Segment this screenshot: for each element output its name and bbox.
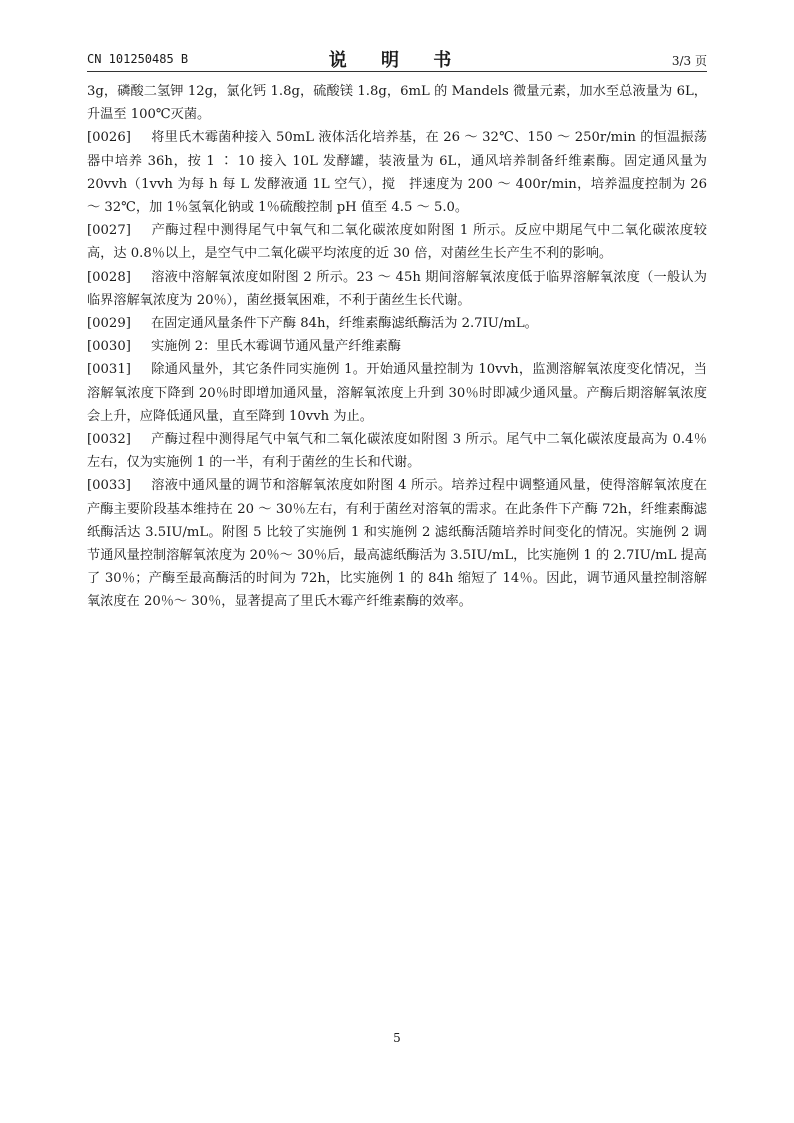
paragraph-text: 除通风量外，其它条件同实施例 1。开始通风量控制为 10vvh，监测溶解氧浓度变化情况，当溶解氧浓度下降到 20％时即增加通风量，溶解氧浓度上升到 30％时即减少通风量。产酶后期溶解氧浓度会上升，应降低通风量，直至降到 10vvh 为止。 <box>87 362 707 424</box>
paragraph-tag: [0033] <box>87 478 131 494</box>
page-header <box>87 44 707 70</box>
paragraph-tag: [0030] <box>87 339 131 355</box>
paragraph-0030 <box>87 335 707 358</box>
paragraph-continuation <box>87 80 707 126</box>
paragraph-tag: [0028] <box>87 269 131 285</box>
paragraph-0029 <box>87 312 707 335</box>
paragraph-0026 <box>87 126 707 219</box>
paragraph-text: 在固定通风量条件下产酶 84h，纤维素酶滤纸酶活为 2.7IU/mL。 <box>151 316 538 332</box>
paragraph-0031 <box>87 358 707 428</box>
header-rule <box>87 71 707 72</box>
paragraph-tag: [0032] <box>87 432 131 448</box>
paragraph-tag: [0029] <box>87 316 131 332</box>
patent-number: CN 101250485 B <box>87 52 189 66</box>
paragraph-tag: [0031] <box>87 362 131 378</box>
document-title: 说 明 书 <box>328 50 466 71</box>
paragraph-text: 产酶过程中测得尾气中氧气和二氧化碳浓度如附图 1 所示。反应中期尾气中二氧化碳浓度较高，达 0.8％以上，是空气中二氧化碳平均浓度的近 30 倍，对菌丝生长产生不利的影响。 <box>87 223 707 262</box>
page-count: 3/3 页 <box>671 54 707 68</box>
description-body <box>87 80 707 614</box>
paragraph-text: 3g，磷酸二氢钾 12g，氯化钙 1.8g，硫酸镁 1.8g，6mL 的 Mandels 微量元素，加水至总液量为 6L，升温至 100℃灭菌。 <box>87 84 707 123</box>
paragraph-0028 <box>87 266 707 312</box>
paragraph-0032 <box>87 428 707 474</box>
paragraph-0033 <box>87 474 707 613</box>
paragraph-text: 溶液中溶解氧浓度如附图 2 所示。23 ～ 45h 期间溶解氧浓度低于临界溶解氧浓度（一般认为临界溶解氧浓度为 20％），菌丝摄氧困难，不利于菌丝生长代谢。 <box>87 269 707 308</box>
page-number: 5 <box>393 1031 401 1045</box>
paragraph-text: 产酶过程中测得尾气中氧气和二氧化碳浓度如附图 3 所示。尾气中二氧化碳浓度最高为 0.4％左右，仅为实施例 1 的一半，有利于菌丝的生长和代谢。 <box>87 432 707 471</box>
paragraph-tag: [0026] <box>87 130 131 146</box>
paragraph-text: 实施例 2：里氏木霉调节通风量产纤维素酶 <box>151 339 401 355</box>
paragraph-text: 将里氏木霉菌种接入 50mL 液体活化培养基，在 26 ～ 32℃、150 ～ 250r/min 的恒温振荡器中培养 36h，按 1 ∶ 10 接入 10L 发酵罐，装液量为 6L，通风培养制备纤维素酶。固定通风量为 20vvh（1vvh 为每 h 每 L 发酵液通 1L 空气），搅 拌速度为 200 ～ 400r/min，培养温度控制为 26 ～ 32℃，加 1％氢氧化钠或 1％硫酸控制 pH 值至 4.5 ～ 5.0。 <box>87 130 707 216</box>
paragraph-0027 <box>87 219 707 265</box>
paragraph-tag: [0027] <box>87 223 131 239</box>
paragraph-text: 溶液中通风量的调节和溶解氧浓度如附图 4 所示。培养过程中调整通风量，使得溶解氧浓度在产酶主要阶段基本维持在 20 ～ 30％左右，有利于菌丝对溶氧的需求。在此条件下产酶 72h，纤维素酶滤纸酶活达 3.5IU/mL。附图 5 比较了实施例 1 和实施例 2 滤纸酶活随培养时间变化的情况。实施例 2 调节通风量控制溶解氧浓度为 20％～ 30％后，最高滤纸酶活为 3.5IU/mL，比实施例 1 的 2.7IU/mL 提高了 30％；产酶至最高酶活的时间为 72h，比实施例 1 的 84h 缩短了 14％。因此，调节通风量控制溶解氧浓度在 20％～ 30％，显著提高了里氏木霉产纤维素酶的效率。 <box>87 478 707 610</box>
